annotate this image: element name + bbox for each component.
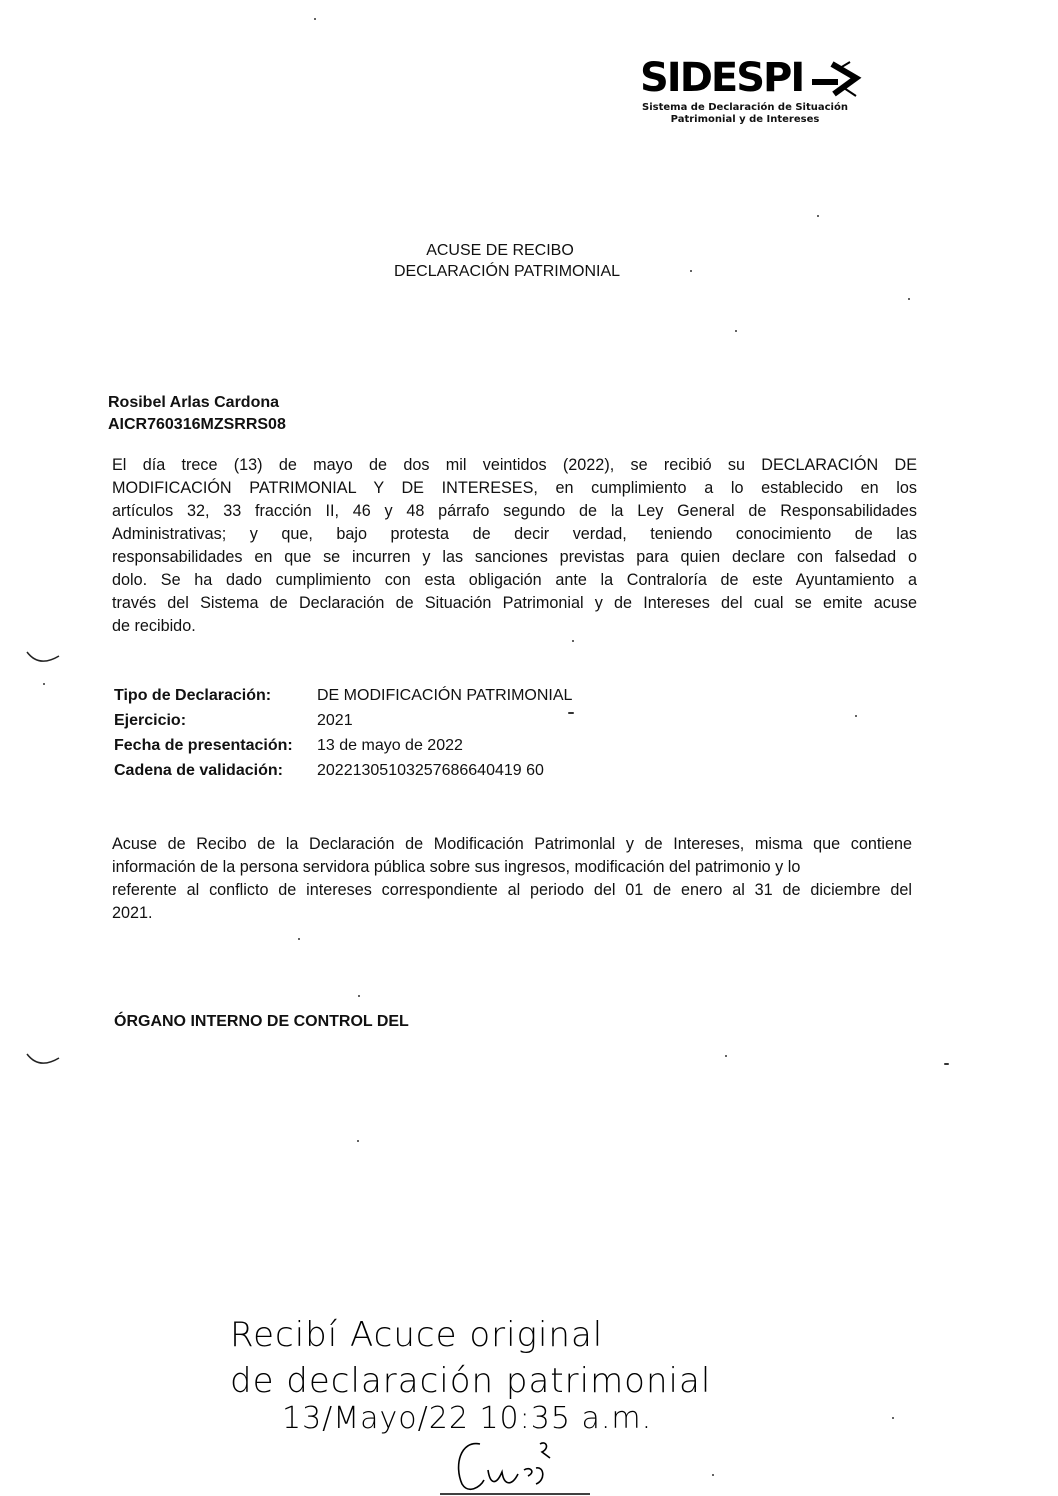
paragraph-line: referente al conflicto de intereses correspondiente al periodo del 01 de enero al 31 de diciembre del [112, 881, 912, 899]
field-label: Tipo de Declaración: [114, 687, 272, 704]
paragraph-line: través del Sistema de Declaración de Situación Patrimonial y de Intereses del cual se emite acuse [112, 594, 917, 612]
scan-mark [25, 648, 65, 668]
field-tipo [114, 683, 572, 708]
logo-subtitle-2: Patrimonial y de Intereses [670, 114, 820, 125]
closing-heading: ÓRGANO INTERNO DE CONTROL DEL [114, 1013, 409, 1030]
paragraph-line: Acuse de Recibo de la Declaración de Modificación Patrimonlal y de Intereses, misma que contiene [112, 835, 912, 853]
paragraph-line: MODIFICACIÓN PATRIMONIAL Y DE INTERESES, en cumplimiento a lo establecido en los [112, 479, 917, 497]
signature [440, 1436, 600, 1496]
sidespi-logo [640, 55, 870, 126]
paragraph-line: Administrativas; y que, bajo protesta de decir verdad, teniendo conocimiento de las [112, 525, 917, 543]
title-line-2: DECLARACIÓN PATRIMONIAL [393, 263, 621, 280]
field-label: Ejercicio: [114, 712, 187, 729]
paragraph-line: dolo. Se ha dado cumplimiento con esta obligación ante la Contraloría de este Ayuntamiento a [112, 571, 917, 589]
logo-wordmark: SIDESPI [640, 55, 804, 101]
document-title [0, 240, 1000, 283]
declaration-details [114, 683, 572, 783]
paragraph-line: El día trece (13) de mayo de dos mil veintidos (2022), se recibió su DECLARACIÓN DE [112, 456, 917, 474]
logo-subtitle-1: Sistema de Declaración de Situación [642, 102, 848, 113]
paragraph-line: información de la persona servidora pública sobre sus ingresos, modificación del patrimonio y lo [112, 858, 801, 876]
declarant-name: Rosibel Arlas Cardona [108, 394, 280, 411]
field-ejercicio [114, 708, 572, 733]
paragraph-line: responsabilidades en que se incurren y las sanciones previstas para quien declare con falsedad o [112, 548, 917, 566]
field-label: Cadena de validación: [114, 762, 283, 779]
title-line-1: ACUSE DE RECIBO [426, 242, 574, 259]
declarant-block [108, 392, 286, 436]
summary-paragraph [112, 833, 912, 925]
declarant-id: AICR760316MZSRRS08 [108, 416, 286, 433]
field-value: DE MODIFICACIÓN PATRIMONIAL [317, 687, 573, 704]
receipt-paragraph [112, 454, 917, 638]
paragraph-line: 2021. [112, 904, 153, 922]
field-value: 2021 [317, 712, 353, 729]
paragraph-line: artículos 32, 33 fracción II, 46 y 48 párrafo segundo de la Ley General de Responsabilidades [112, 502, 917, 520]
field-fecha [114, 733, 572, 758]
handwritten-line-2: de declaración patrimonial [230, 1361, 712, 1401]
field-cadena [114, 758, 572, 783]
field-value: 20221305103257686640419 60 [317, 762, 544, 779]
scan-mark [25, 1050, 65, 1070]
paragraph-line: de recibido. [112, 617, 196, 635]
field-label: Fecha de presentación: [114, 737, 293, 754]
field-value: 13 de mayo de 2022 [317, 737, 463, 754]
handwritten-line-1: Recibí Acuce original [230, 1315, 604, 1355]
handwritten-line-3: 13/Mayo/22 10:35 a.m. [282, 1401, 653, 1436]
arrow-icon [810, 58, 862, 102]
